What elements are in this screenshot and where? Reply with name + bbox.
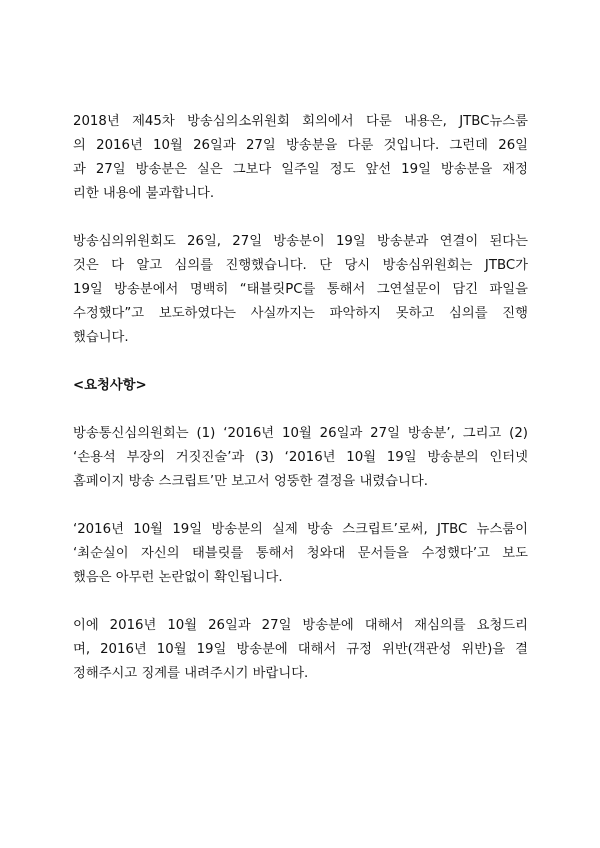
text-line: 방송통신심의원회는 (1) ‘2016년 10월 26일과 27일 방송분’, 그리고 (2) — [73, 426, 528, 441]
text-line: 했습니다. — [73, 330, 129, 345]
text-line: 했음은 아무런 논란없이 확인됩니다. — [73, 570, 283, 585]
paragraph-re-review-request — [73, 614, 528, 686]
text-line: 의 2016년 10월 26일과 27일 방송분을 다룬 것입니다. 그런데 26일 — [73, 138, 528, 153]
paragraph-actual-script — [73, 518, 528, 590]
document-body — [73, 110, 528, 710]
text-line: 이에 2016년 10월 26일과 27일 방송분에 대해서 재심의를 요청드리 — [73, 618, 528, 633]
text-line: 과 27일 방송분은 실은 그보다 일주일 정도 앞선 19일 방송분을 재정 — [73, 162, 528, 177]
text-line: 며, 2016년 10월 19일 방송분에 대해서 규정 위반(객관성 위반)을 결 — [73, 642, 528, 657]
section-heading-requests: <요청사항> — [73, 378, 147, 393]
text-line: 수정했다”고 보도하였다는 사실까지는 파악하지 못하고 심의를 진행 — [73, 306, 528, 321]
text-line: 정해주시고 징계를 내려주시기 바랍니다. — [73, 666, 309, 681]
text-line: 것은 다 알고 심의를 진행했습니다. 단 당시 방송심위원회는 JTBC가 — [73, 258, 528, 273]
paragraph-meeting-summary — [73, 110, 528, 206]
text-line: ‘2016년 10월 19일 방송분의 실제 방송 스크립트’로써, JTBC 뉴스룸이 — [73, 522, 528, 537]
text-line: 방송심의위원회도 26일, 27일 방송분이 19일 방송분과 연결이 된다는 — [73, 234, 528, 249]
text-line: ‘손용석 부장의 거짓진술’과 (3) ‘2016년 10월 19일 방송분의 인터넷 — [73, 450, 528, 465]
text-line: 2018년 제45차 방송심의소위원회 회의에서 다룬 내용은, JTBC뉴스룸 — [73, 114, 528, 129]
text-line: 19일 방송분에서 명백히 “태블릿PC를 통해서 그연설문이 담긴 파일을 — [73, 282, 528, 297]
text-line: 홈페이지 방송 스크립트’만 보고서 엉뚱한 결정을 내렸습니다. — [73, 474, 428, 489]
text-line: ‘최순실이 자신의 태블릿를 통해서 청와대 문서들을 수정했다’고 보도 — [73, 546, 528, 561]
text-line: 리한 내용에 불과합니다. — [73, 186, 215, 201]
paragraph-committee-review — [73, 230, 528, 350]
paragraph-wrong-decision — [73, 422, 528, 494]
